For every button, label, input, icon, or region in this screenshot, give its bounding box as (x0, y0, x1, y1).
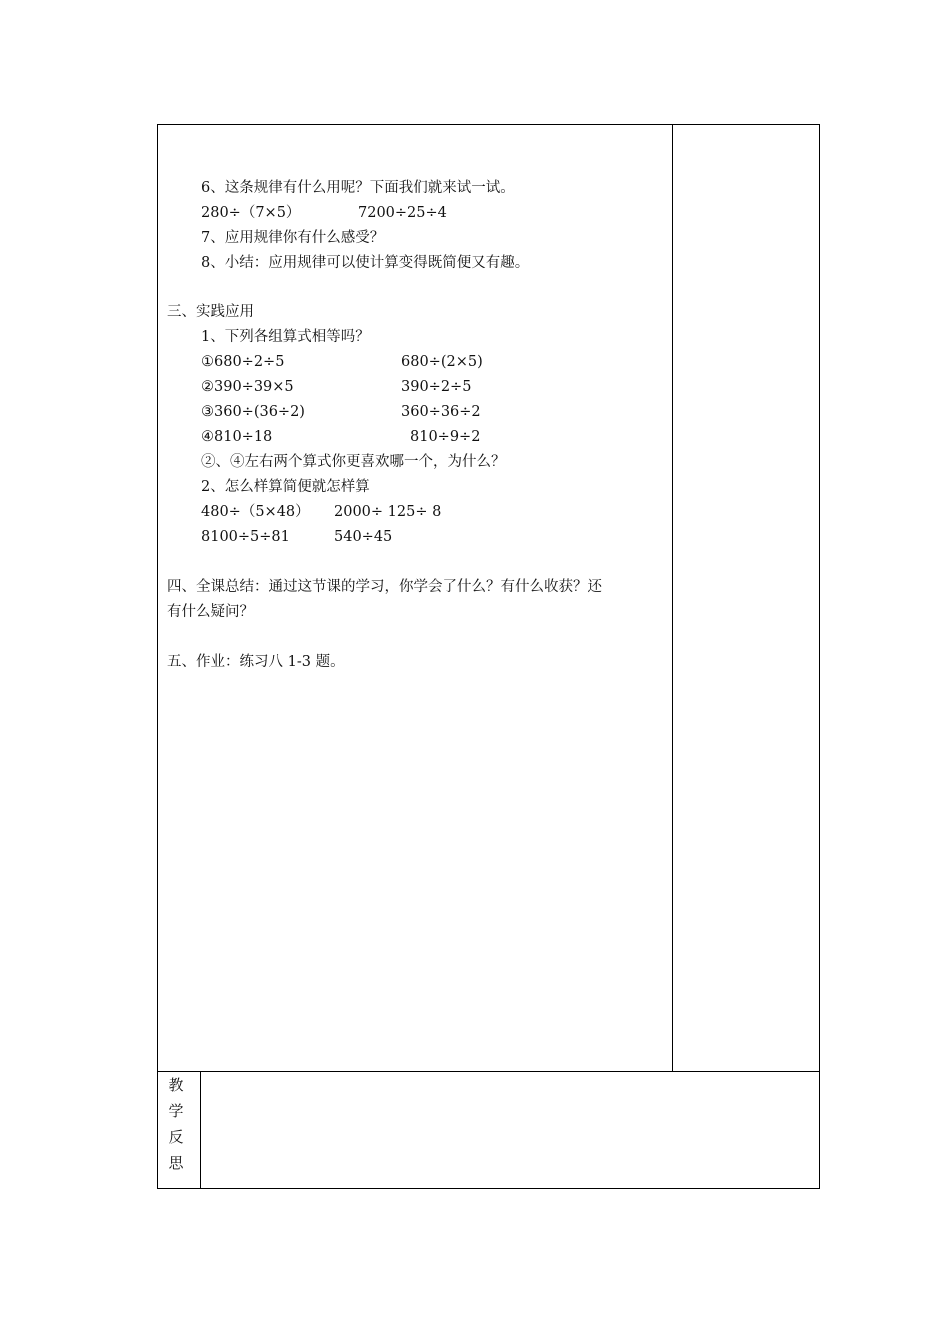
section-4-line-2: 有什么疑问？ (167, 604, 254, 620)
pair-3-left: ③360÷(36÷2) (201, 404, 305, 420)
question-1: 1、下列各组算式相等吗？ (201, 329, 370, 345)
pair-4-right: 810÷9÷2 (410, 429, 481, 445)
expression-2b: 2000÷ 125÷ 8 (334, 504, 442, 520)
reflection-label-divider (200, 1071, 201, 1189)
step-7: 7、应用规律你有什么感受？ (201, 230, 385, 246)
step-8: 8、小结：应用规律可以使计算变得既简便又有趣。 (201, 255, 530, 271)
pair-1-right: 680÷(2×5) (401, 354, 483, 370)
reflection-label-char-1: 教 (168, 1076, 184, 1094)
expression-2a: 480÷（5×48） (201, 504, 310, 520)
reflection-label-char-3: 反 (168, 1128, 184, 1146)
pair-1-left: ①680÷2÷5 (201, 354, 285, 370)
expression-6b: 7200÷25÷4 (358, 205, 447, 221)
notes-column-divider (672, 124, 673, 1072)
step-6: 6、这条规律有什么用呢？下面我们就来试一试。 (201, 180, 515, 196)
reflection-label-char-2: 学 (168, 1102, 184, 1120)
section-4-line-1: 四、全课总结：通过这节课的学习，你学会了什么？有什么收获？还 (167, 579, 602, 595)
section-3-heading: 三、实践应用 (167, 304, 254, 320)
reflection-label-char-4: 思 (168, 1154, 184, 1172)
pair-3-right: 360÷36÷2 (401, 404, 481, 420)
question-1b: ②、④左右两个算式你更喜欢哪一个，为什么？ (201, 454, 506, 470)
section-5-homework: 五、作业：练习八 1-3 题。 (167, 654, 345, 670)
expression-6a: 280÷（7×5） (201, 205, 301, 221)
pair-2-left: ②390÷39×5 (201, 379, 294, 395)
pair-4-left: ④810÷18 (201, 429, 273, 445)
expression-2d: 540÷45 (334, 529, 393, 545)
question-2: 2、怎么样算简便就怎样算 (201, 479, 370, 495)
pair-2-right: 390÷2÷5 (401, 379, 472, 395)
reflection-row-divider (157, 1071, 820, 1072)
expression-2c: 8100÷5÷81 (201, 529, 290, 545)
